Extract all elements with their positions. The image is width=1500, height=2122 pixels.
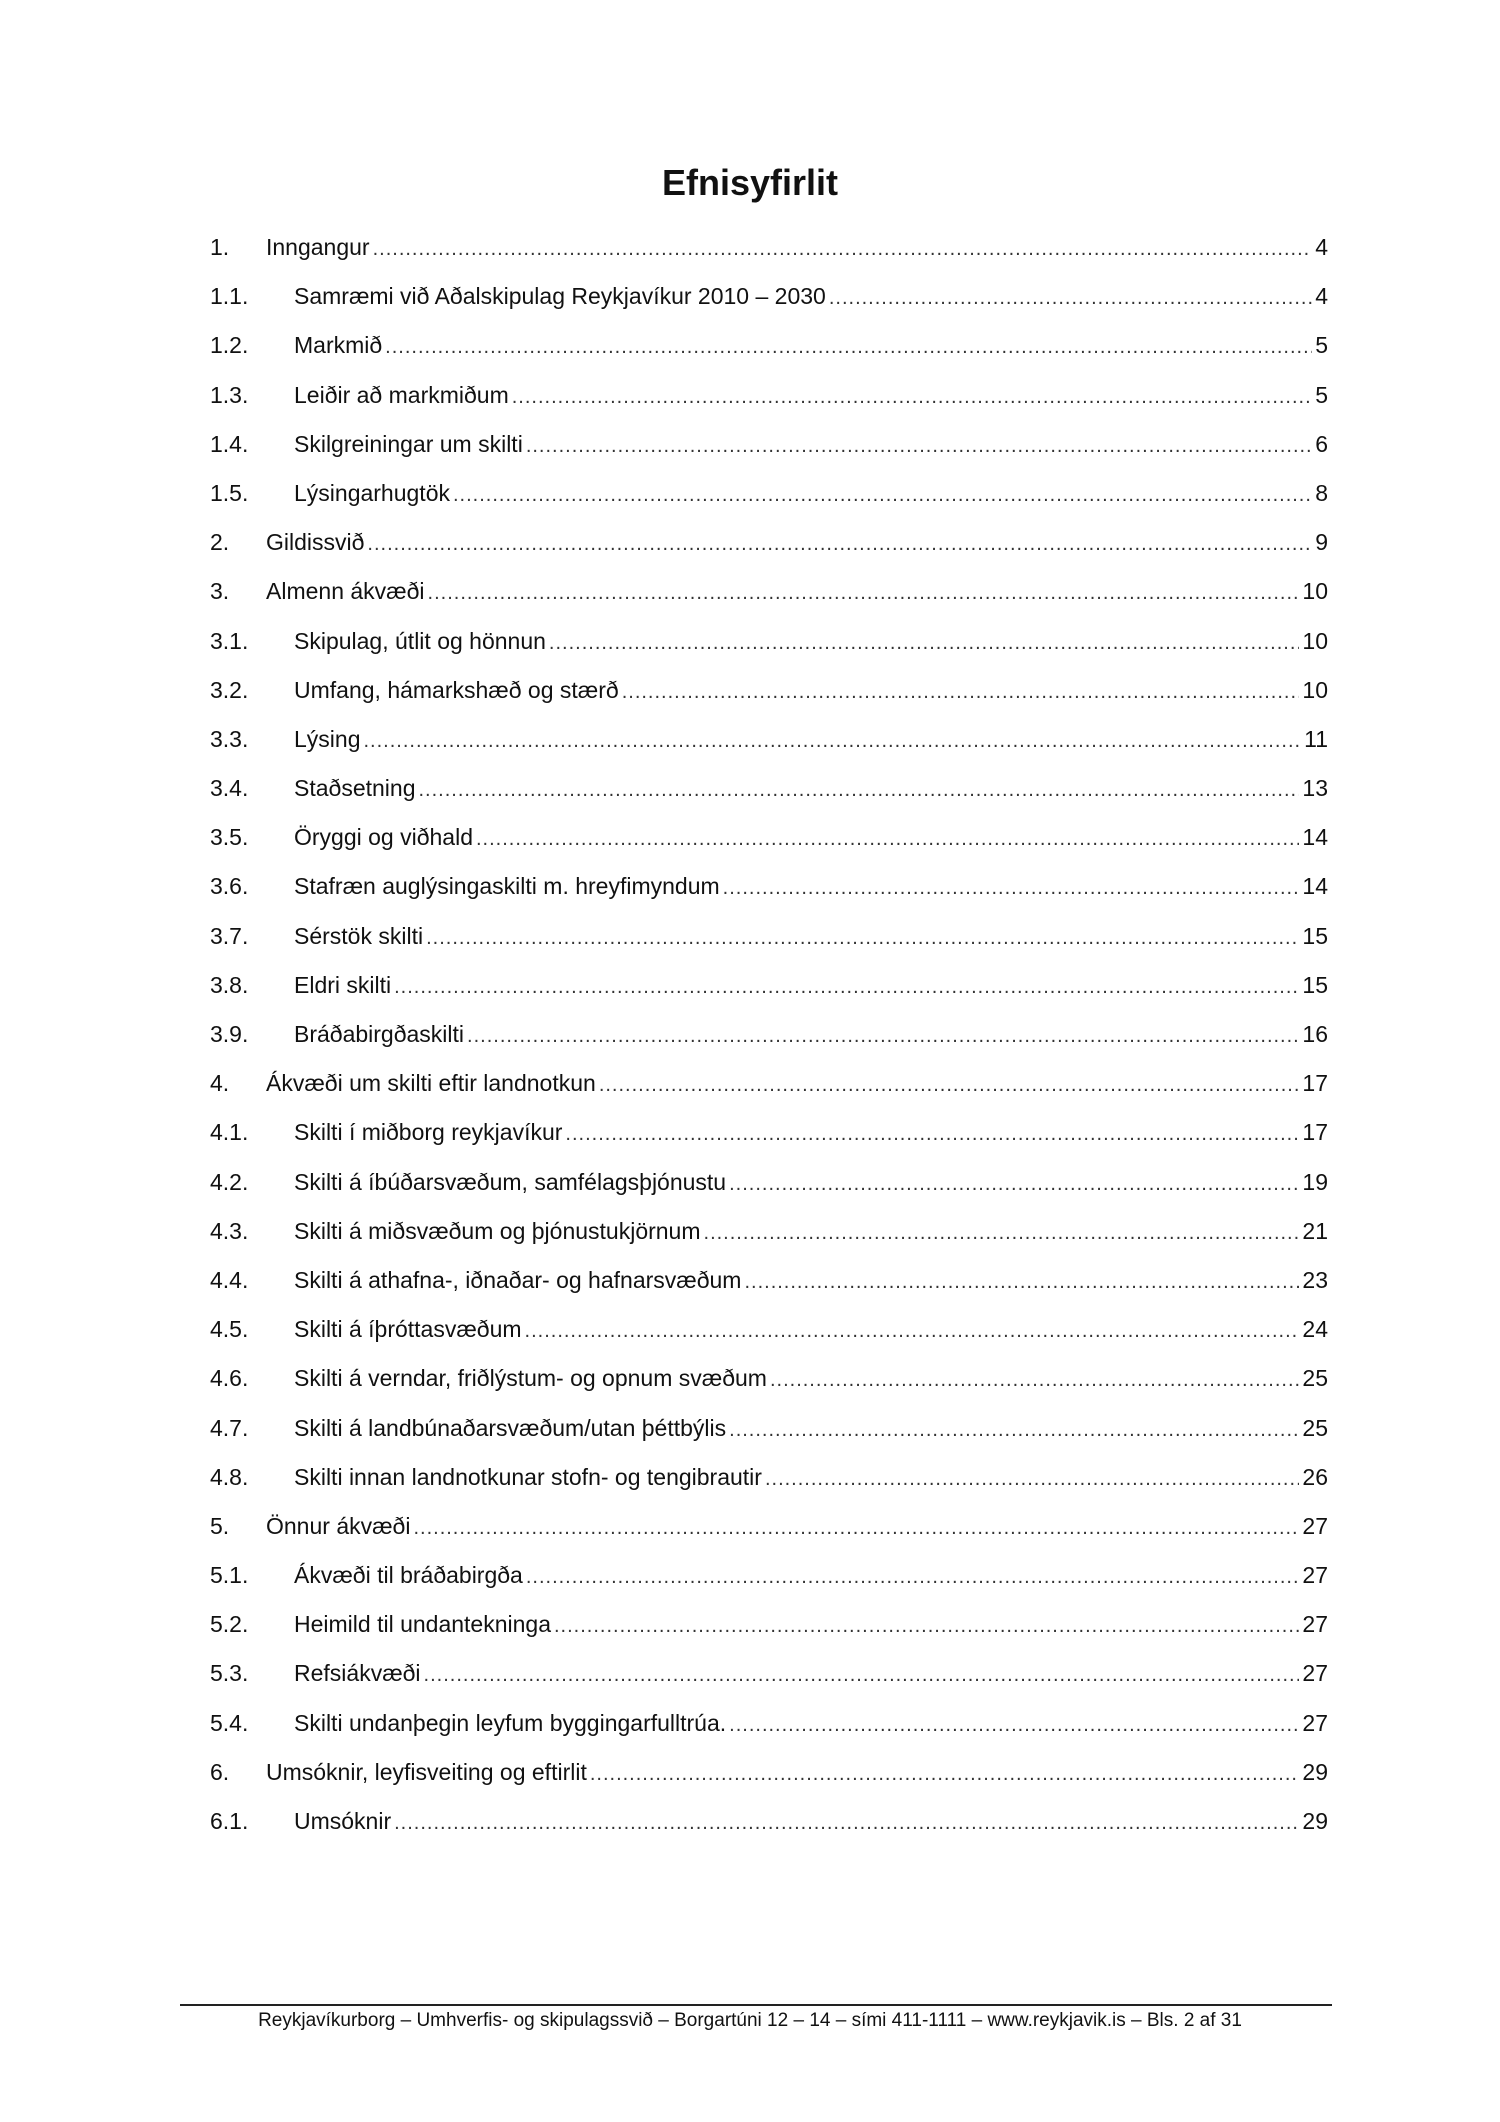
toc-entry-label: Umfang, hámarkshæð og stærð <box>294 676 619 703</box>
toc-entry[interactable] <box>210 972 1328 1021</box>
toc-entry[interactable] <box>210 1316 1328 1365</box>
toc-entry-number: 4.6. <box>210 1365 249 1392</box>
toc-entry-label: Refsiákvæði <box>294 1660 421 1687</box>
toc-entry-number: 3. <box>210 578 230 605</box>
toc-entry-number: 1.5. <box>210 479 249 506</box>
toc-entry-page: 14 <box>1302 824 1328 851</box>
toc-entry-number: 3.7. <box>210 922 249 949</box>
toc-entry-page: 11 <box>1304 725 1328 752</box>
toc-entry-page: 29 <box>1302 1808 1328 1834</box>
toc-entry-label: Skilti undanþegin leyfum byggingarfulltrúa. <box>294 1709 727 1736</box>
toc-entry-page: 5 <box>1315 381 1328 408</box>
toc-entry-page: 9 <box>1315 529 1328 556</box>
toc-dot-leader <box>418 779 1299 802</box>
toc-entry[interactable] <box>210 1660 1328 1709</box>
toc-entry-label: Skipulag, útlit og hönnun <box>294 627 546 654</box>
toc-entry-number: 1.1. <box>210 283 249 310</box>
toc-entry-page: 27 <box>1302 1611 1328 1638</box>
toc-entry[interactable] <box>210 332 1328 381</box>
toc-entry-number: 4.3. <box>210 1217 249 1244</box>
toc-entry[interactable] <box>210 824 1328 873</box>
toc-dot-leader <box>599 1074 1300 1097</box>
toc-dot-leader <box>554 1615 1299 1638</box>
toc-dot-leader <box>549 632 1299 655</box>
toc-entry-number: 5.3. <box>210 1660 249 1687</box>
toc-entry[interactable] <box>210 677 1328 726</box>
toc-entry-label: Önnur ákvæði <box>266 1512 411 1539</box>
toc-dot-leader <box>394 976 1299 999</box>
toc-entry-page: 17 <box>1302 1119 1328 1146</box>
toc-entry[interactable] <box>210 1365 1328 1414</box>
toc-entry[interactable] <box>210 1169 1328 1218</box>
toc-entry-page: 19 <box>1302 1168 1328 1195</box>
toc-entry-page: 10 <box>1302 627 1328 654</box>
toc-entry-label: Skilgreiningar um skilti <box>294 430 523 457</box>
toc-dot-leader <box>704 1222 1300 1245</box>
toc-entry-number: 3.8. <box>210 971 249 998</box>
toc-dot-leader <box>424 1664 1300 1687</box>
toc-entry[interactable] <box>210 1759 1328 1808</box>
toc-entry-number: 5. <box>210 1512 230 1539</box>
toc-entry[interactable] <box>210 1070 1328 1119</box>
toc-entry[interactable] <box>210 283 1328 332</box>
toc-entry-number: 4. <box>210 1070 230 1097</box>
toc-entry-page: 15 <box>1302 922 1328 949</box>
toc-entry-number: 6. <box>210 1758 230 1785</box>
toc-dot-leader <box>565 1123 1299 1146</box>
toc-entry[interactable] <box>210 234 1328 283</box>
toc-entry[interactable] <box>210 628 1328 677</box>
toc-entry-page: 27 <box>1302 1512 1328 1539</box>
toc-entry-label: Umsóknir <box>294 1808 392 1834</box>
toc-entry-label: Skilti á verndar, friðlýstum- og opnum svæðum <box>294 1365 767 1392</box>
toc-entry-number: 6.1. <box>210 1808 249 1834</box>
toc-entry-page: 16 <box>1302 1021 1328 1047</box>
toc-entry[interactable] <box>210 382 1328 431</box>
toc-entry[interactable] <box>210 1808 1328 1857</box>
toc-dot-leader <box>367 533 1312 556</box>
toc-entry-label: Öryggi og viðhald <box>294 824 473 851</box>
toc-entry-label: Skilti á athafna-, iðnaðar- og hafnarsvæðum <box>294 1266 742 1293</box>
toc-entry[interactable] <box>210 1021 1328 1070</box>
toc-dot-leader <box>385 336 1312 359</box>
toc-entry-page: 13 <box>1302 775 1328 802</box>
toc-entry-label: Skilti á íþróttasvæðum <box>294 1316 522 1343</box>
toc-entry-page: 25 <box>1302 1414 1328 1441</box>
toc-entry-number: 4.2. <box>210 1168 249 1195</box>
toc-dot-leader <box>729 1173 1299 1196</box>
toc-entry[interactable] <box>210 1513 1328 1562</box>
toc-entry[interactable] <box>210 529 1328 578</box>
toc-entry-label: Heimild til undantekninga <box>294 1611 551 1638</box>
toc-entry-number: 3.2. <box>210 676 249 703</box>
footer-text: Reykjavíkurborg – Umhverfis- og skipulagssvið – Borgartúni 12 – 14 – sími 411-1111 – www.reykjavik.is – Bls. 2 af 31 <box>258 2010 1242 2031</box>
toc-entry-number: 4.8. <box>210 1463 249 1490</box>
toc-entry-label: Sérstök skilti <box>294 922 424 949</box>
toc-entry-number: 3.5. <box>210 824 249 851</box>
toc-entry-number: 5.1. <box>210 1562 249 1589</box>
toc-entry-label: Staðsetning <box>294 775 416 802</box>
toc-entry-label: Ákvæði til bráðabirgða <box>294 1562 523 1589</box>
toc-entry[interactable] <box>210 1611 1328 1660</box>
toc-dot-leader <box>476 828 1299 851</box>
toc-entry-number: 4.4. <box>210 1266 249 1293</box>
toc-dot-leader <box>413 1517 1299 1540</box>
toc-entry-number: 3.1. <box>210 627 249 654</box>
toc-entry-page: 17 <box>1302 1070 1328 1097</box>
toc-entry[interactable] <box>210 578 1328 627</box>
toc-entry-page: 10 <box>1302 676 1328 703</box>
toc-entry-number: 3.4. <box>210 775 249 802</box>
toc-dot-leader <box>622 681 1300 704</box>
toc-entry-page: 27 <box>1302 1709 1328 1736</box>
toc-entry-number: 3.3. <box>210 725 249 752</box>
toc-dot-leader <box>373 238 1313 261</box>
toc-entry[interactable] <box>210 1710 1328 1759</box>
toc-entry-label: Skilti á íbúðarsvæðum, samfélagsþjónustu <box>294 1168 727 1195</box>
table-of-contents <box>210 234 1328 1857</box>
toc-entry-label: Almenn ákvæði <box>266 578 425 605</box>
toc-entry-number: 1.3. <box>210 381 249 408</box>
toc-entry-number: 4.7. <box>210 1414 249 1441</box>
toc-entry[interactable] <box>210 431 1328 480</box>
toc-entry-number: 3.9. <box>210 1021 249 1047</box>
toc-entry-number: 5.2. <box>210 1611 249 1638</box>
toc-entry-page: 10 <box>1302 578 1328 605</box>
page-title: Efnisyfirlit <box>661 162 839 203</box>
toc-entry-number: 1. <box>210 234 230 260</box>
toc-entry-number: 3.6. <box>210 873 249 900</box>
toc-dot-leader <box>590 1763 1300 1786</box>
toc-entry-label: Skilti á miðsvæðum og þjónustukjörnum <box>294 1217 701 1244</box>
toc-entry-label: Leiðir að markmiðum <box>294 381 509 408</box>
toc-dot-leader <box>729 1419 1299 1442</box>
toc-dot-leader <box>765 1468 1299 1491</box>
toc-dot-leader <box>744 1271 1299 1294</box>
toc-entry-label: Lýsingarhugtök <box>294 479 450 506</box>
toc-dot-leader <box>525 1320 1300 1343</box>
toc-dot-leader <box>467 1025 1299 1048</box>
toc-entry-label: Eldri skilti <box>294 971 392 998</box>
toc-entry-page: 6 <box>1315 430 1328 457</box>
toc-entry-label: Skilti í miðborg reykjavíkur <box>294 1119 563 1146</box>
toc-entry-number: 1.2. <box>210 332 249 359</box>
toc-entry-page: 14 <box>1302 873 1328 900</box>
toc-entry-number: 5.4. <box>210 1709 249 1736</box>
toc-entry-label: Gildissvið <box>266 529 365 556</box>
toc-entry-page: 8 <box>1315 479 1328 506</box>
toc-dot-leader <box>428 582 1300 605</box>
toc-entry-label: Lýsing <box>294 725 361 752</box>
toc-dot-leader <box>829 287 1312 310</box>
toc-entry[interactable] <box>210 775 1328 824</box>
toc-entry-page: 15 <box>1302 971 1328 998</box>
toc-entry-label: Skilti innan landnotkunar stofn- og tengibrautir <box>294 1463 762 1490</box>
toc-dot-leader <box>723 877 1300 900</box>
toc-entry[interactable] <box>210 873 1328 922</box>
toc-entry-page: 25 <box>1302 1365 1328 1392</box>
toc-dot-leader <box>363 730 1301 753</box>
toc-dot-leader <box>526 1566 1300 1589</box>
toc-entry[interactable] <box>210 923 1328 972</box>
footer-divider <box>180 2004 1332 2006</box>
toc-entry-page: 23 <box>1302 1266 1328 1293</box>
toc-entry-page: 4 <box>1315 234 1328 260</box>
toc-dot-leader <box>526 435 1312 458</box>
toc-entry[interactable] <box>210 1119 1328 1168</box>
toc-entry-label: Markmið <box>294 332 383 359</box>
toc-entry[interactable] <box>210 1218 1328 1267</box>
toc-entry-label: Inngangur <box>266 234 370 260</box>
toc-entry-page: 5 <box>1315 332 1328 359</box>
toc-entry[interactable] <box>210 1464 1328 1513</box>
toc-entry-label: Ákvæði um skilti eftir landnotkun <box>266 1070 596 1097</box>
toc-entry-label: Samræmi við Aðalskipulag Reykjavíkur 2010 – 2030 <box>294 283 826 310</box>
toc-entry-page: 27 <box>1302 1562 1328 1589</box>
toc-dot-leader <box>453 484 1312 507</box>
toc-dot-leader <box>770 1369 1299 1392</box>
toc-entry-number: 4.1. <box>210 1119 249 1146</box>
toc-dot-leader <box>426 927 1299 950</box>
toc-entry[interactable] <box>210 1267 1328 1316</box>
toc-entry-number: 1.4. <box>210 430 249 457</box>
toc-entry[interactable] <box>210 1562 1328 1611</box>
toc-entry-label: Umsóknir, leyfisveiting og eftirlit <box>266 1758 587 1785</box>
toc-entry-label: Bráðabirgðaskilti <box>294 1021 465 1047</box>
toc-entry[interactable] <box>210 726 1328 775</box>
toc-entry-page: 29 <box>1302 1758 1328 1785</box>
toc-entry-label: Skilti á landbúnaðarsvæðum/utan þéttbýlis <box>294 1414 727 1441</box>
toc-entry-page: 4 <box>1315 283 1328 310</box>
toc-entry-page: 21 <box>1302 1217 1328 1244</box>
toc-entry[interactable] <box>210 1415 1328 1464</box>
toc-entry-label: Stafræn auglýsingaskilti m. hreyfimyndum <box>294 873 720 900</box>
toc-dot-leader <box>512 386 1312 409</box>
toc-dot-leader <box>729 1714 1299 1737</box>
toc-entry-page: 26 <box>1302 1463 1328 1490</box>
toc-entry-page: 27 <box>1302 1660 1328 1687</box>
toc-entry-page: 24 <box>1302 1316 1328 1343</box>
toc-entry[interactable] <box>210 480 1328 529</box>
toc-entry-number: 4.5. <box>210 1316 249 1343</box>
toc-dot-leader <box>394 1812 1299 1835</box>
toc-entry-number: 2. <box>210 529 230 556</box>
